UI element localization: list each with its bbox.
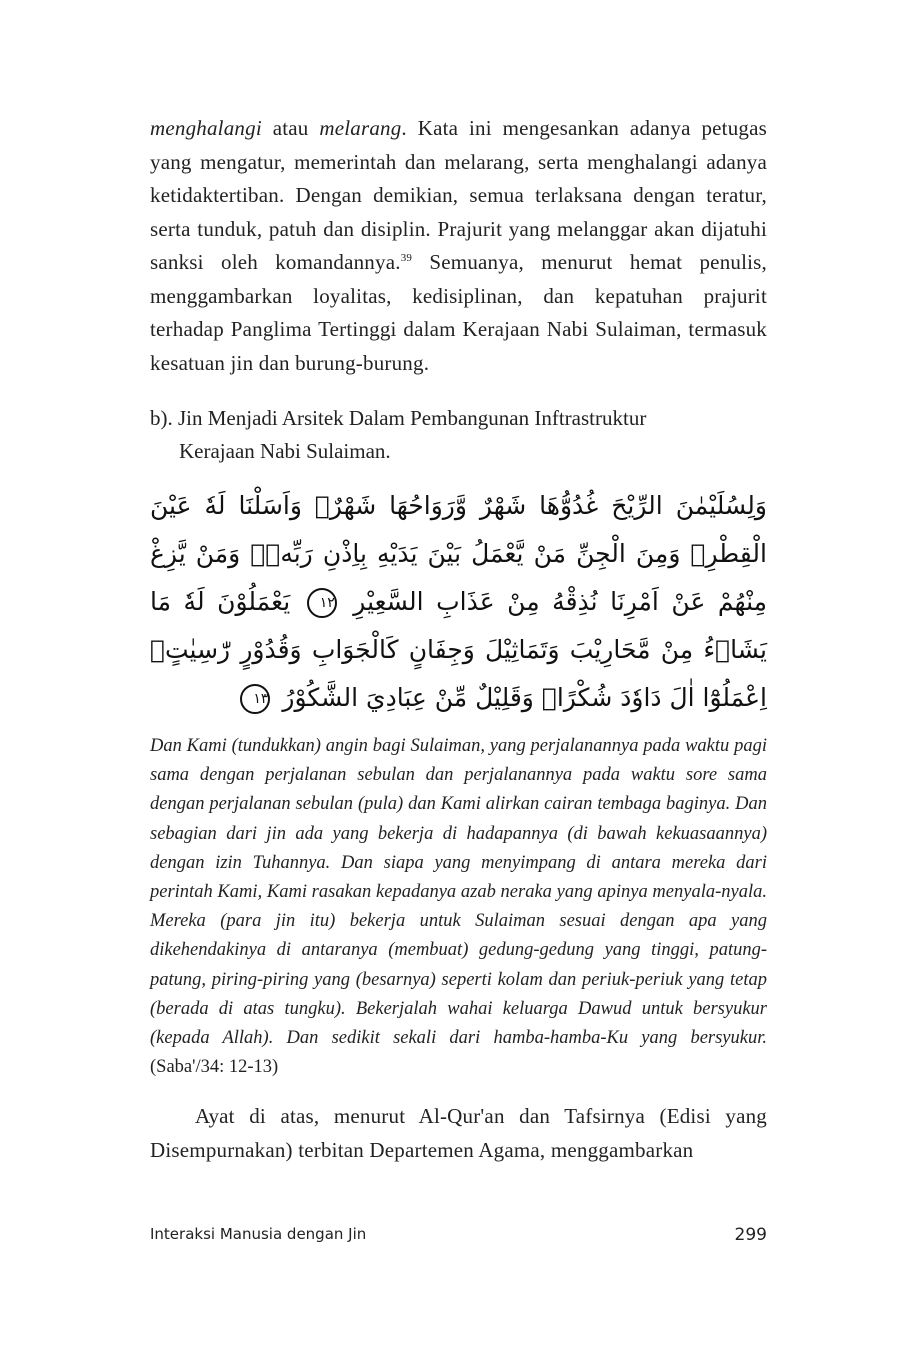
verse-reference: (Saba'/34: 12-13) bbox=[150, 1057, 279, 1078]
page-body bbox=[150, 112, 767, 1167]
paragraph-text: . Kata ini mengesankan adanya petugas yang mengatur, memerintah dan melarang, serta menghalangi adanya ketidaktertiban. Dengan demikian, semua terlaksana dengan teratur, serta tunduk, patuh dan disiplin. Prajurit yang melanggar akan dijatuhi sanksi oleh komandannya. bbox=[150, 116, 767, 274]
italic-term: melarang bbox=[319, 116, 402, 140]
paragraph-text: Semuanya, menurut hemat penulis, menggambarkan loyalitas, kedisiplinan, dan kepatuhan prajurit terhadap Panglima Tertinggi dalam Kerajaan Nabi Sulaiman, termasuk kesatuan jin dan burung-burung. bbox=[150, 250, 767, 375]
running-title: Interaksi Manusia dengan Jin bbox=[150, 1225, 367, 1243]
italic-term: menghalangi bbox=[150, 116, 262, 140]
paragraph-text: atau bbox=[261, 116, 320, 140]
ayah-number-12: ١٢ bbox=[307, 588, 337, 618]
page-number: 299 bbox=[734, 1225, 767, 1245]
footnote-marker[interactable]: 39 bbox=[400, 252, 413, 264]
ayah-number-13: ١٣ bbox=[240, 684, 270, 714]
arabic-verse-block bbox=[150, 482, 767, 722]
paragraph-1 bbox=[150, 112, 767, 380]
subheading-line-2: Kerajaan Nabi Sulaiman. bbox=[179, 439, 391, 463]
paragraph-2: Ayat di atas, menurut Al-Qur'an dan Tafsirnya (Edisi yang Disempurnakan) terbitan Departemen Agama, menggambarkan bbox=[150, 1104, 767, 1162]
translation-text: Dan Kami (tundukkan) angin bagi Sulaiman, yang perjalanannya pada waktu pagi sama dengan perjalanan sebulan dan perjalanannya pada waktu sore sama dengan perjalanan sebulan (pula) dan Kami alirkan cairan tembaga baginya. Dan sebagian dari jin ada yang bekerja di hadapannya (di bawah kekuasaannya) dengan izin Tuhannya. Dan siapa yang menyimpang di antara mereka dari perintah Kami, Kami rasakan kepadanya azab neraka yang apinya menyala-nyala. Mereka (para jin itu) bekerja untuk Sulaiman sesuai dengan apa yang dikehendakinya di antaranya (membuat) gedung-gedung yang tinggi, patung-patung, piring-piring yang (besarnya) seperti kolam dan periuk-periuk yang tetap (berada di atas tungku). Bekerjalah wahai keluarga Dawud untuk bersyukur (kepada Allah). Dan sedikit sekali dari hamba-hamba-Ku yang bersyukur. bbox=[150, 736, 767, 1049]
arabic-verse-13: يَعْمَلُوْنَ لَهٗ مَا يَشَاۤءُ مِنْ مَّحَارِيْبَ وَتَمَاثِيْلَ وَجِفَانٍ كَالْجَوَابِ وَقُدُوْرٍ رّٰسِيٰتٍۗ اِعْمَلُوْٓا اٰلَ دَاوٗدَ شُكْرًاۗ وَقَلِيْلٌ مِّنْ عِبَادِيَ الشَّكُوْرُ bbox=[150, 587, 767, 712]
subheading-line-1: b). Jin Menjadi Arsitek Dalam Pembangunan Inftrastruktur bbox=[150, 406, 647, 430]
verse-translation bbox=[150, 732, 767, 1082]
arabic-verse-12: وَلِسُلَيْمٰنَ الرِّيْحَ غُدُوُّهَا شَهْرٌ وَّرَوَاحُهَا شَهْرٌۚ وَاَسَلْنَا لَهٗ عَيْنَ الْقِطْرِۗ وَمِنَ الْجِنِّ مَنْ يَّعْمَلُ بَيْنَ يَدَيْهِ بِاِذْنِ رَبِّهٖۗ وَمَنْ يَّزِغْ مِنْهُمْ عَنْ اَمْرِنَا نُذِقْهُ مِنْ عَذَابِ السَّعِيْرِ bbox=[150, 491, 768, 616]
page-footer bbox=[150, 1225, 767, 1245]
subheading-list-item bbox=[150, 402, 767, 468]
